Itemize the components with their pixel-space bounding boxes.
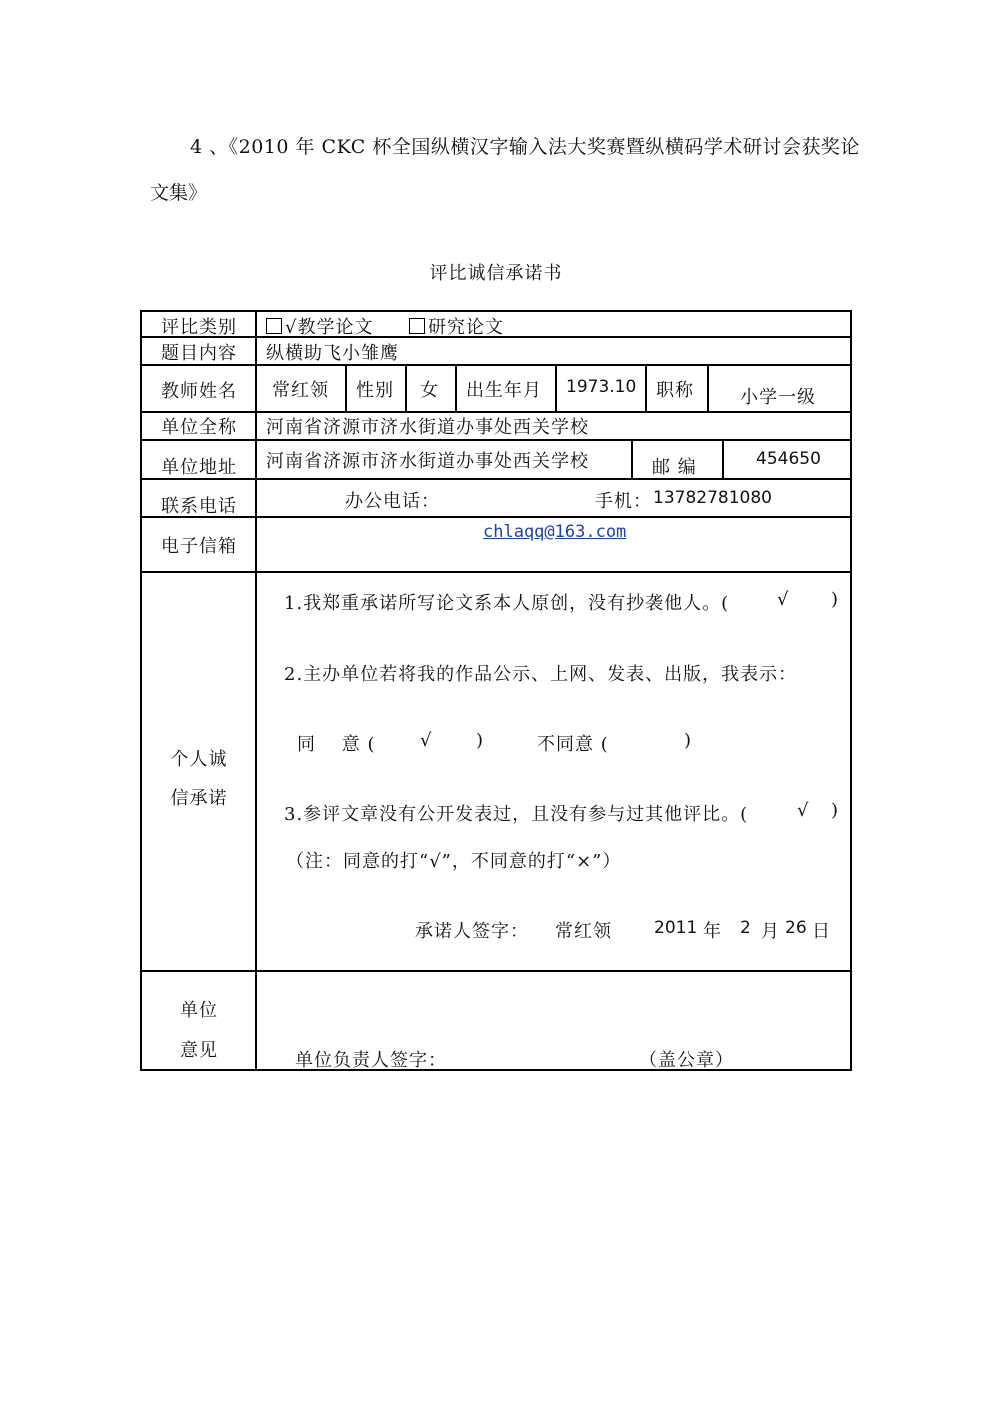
sign-year-unit: 年 — [703, 921, 722, 942]
cell-divider — [405, 364, 407, 411]
official-seal-label: （盖公章） — [639, 1050, 734, 1071]
zip-value: 454650 — [756, 449, 821, 469]
commitment-form-table — [140, 310, 852, 1071]
promise-item-1: 1.我郑重承诺所写论文系本人原创，没有抄袭他人。( — [284, 593, 730, 614]
job-title-label: 职称 — [656, 380, 694, 401]
cell-divider — [555, 364, 557, 411]
agree-close: ) — [476, 730, 485, 751]
promise-label-line-1: 个人诚 — [170, 749, 228, 770]
teaching-paper-check-mark: √ — [285, 317, 298, 338]
unit-address-value: 河南省济源市济水街道办事处西关学校 — [266, 451, 589, 472]
promise-label-line-2: 信承诺 — [170, 788, 228, 809]
promise-item-3: 3.参评文章没有公开发表过，且没有参与过其他评比。( — [284, 804, 749, 825]
row-divider — [142, 571, 850, 573]
teaching-paper-checkbox[interactable] — [266, 318, 282, 334]
cell-divider — [455, 364, 457, 411]
email-link[interactable]: chlaqq@163.com — [483, 522, 627, 542]
category-label: 评比类别 — [161, 317, 237, 338]
sign-day-unit: 日 — [812, 921, 831, 942]
topic-value: 纵横助飞小雏鹰 — [266, 343, 399, 364]
email-label: 电子信箱 — [161, 536, 237, 557]
unit-name-label: 单位全称 — [161, 417, 237, 438]
unit-head-sign-label: 单位负责人签字： — [295, 1050, 447, 1071]
sign-month: 2 — [740, 918, 751, 938]
office-phone-label: 办公电话： — [345, 491, 440, 512]
promise-item-3-mark: √ — [797, 800, 810, 821]
unit-opinion-label-line-1: 单位 — [180, 1000, 218, 1021]
teacher-name-value: 常红领 — [272, 380, 329, 401]
unit-opinion-label-line-2: 意见 — [180, 1040, 218, 1061]
promise-item-3-close: ) — [831, 800, 840, 821]
promise-item-1-mark: √ — [777, 589, 790, 610]
agree-mark: √ — [420, 730, 433, 751]
topic-label: 题目内容 — [161, 343, 237, 364]
cell-divider — [722, 439, 724, 478]
signer-label: 承诺人签字： — [415, 921, 529, 942]
birth-label: 出生年月 — [466, 380, 542, 401]
disagree-close: ) — [684, 730, 693, 751]
row-divider — [142, 970, 850, 972]
zip-label: 邮 编 — [652, 457, 697, 478]
cell-divider — [645, 364, 647, 411]
promise-item-2: 2.主办单位若将我的作品公示、上网、发表、出版，我表示： — [284, 664, 798, 685]
sign-month-unit: 月 — [761, 921, 780, 942]
row-divider — [142, 439, 850, 441]
cell-divider — [345, 364, 347, 411]
signer-name: 常红领 — [555, 921, 612, 942]
gender-label: 性别 — [356, 380, 394, 401]
teacher-name-label: 教师姓名 — [161, 381, 237, 402]
cell-divider — [707, 364, 709, 411]
cell-divider — [631, 439, 633, 478]
unit-address-label: 单位地址 — [161, 457, 237, 478]
disagree-option: 不同意 ( — [537, 734, 609, 755]
mobile-value: 13782781080 — [653, 488, 772, 508]
birth-value: 1973.10 — [566, 377, 637, 397]
intro-line-2: 文集》 — [150, 182, 208, 204]
research-paper-option: 研究论文 — [427, 317, 504, 338]
intro-line-1: 4 、《2010 年 CKC 杯全国纵横汉字输入法大奖赛暨纵横码学术研讨会获奖论 — [190, 136, 860, 158]
category-options — [266, 313, 504, 339]
sign-year: 2011 — [654, 918, 698, 938]
mobile-label: 手机： — [595, 491, 652, 512]
unit-name-value: 河南省济源市济水街道办事处西关学校 — [266, 417, 589, 438]
phone-label: 联系电话 — [161, 496, 237, 517]
research-paper-checkbox[interactable] — [409, 318, 425, 334]
agree-option: 同 意 ( — [297, 734, 376, 755]
sign-day: 26 — [785, 918, 807, 938]
job-title-value: 小学一级 — [740, 387, 816, 408]
document-title: 评比诚信承诺书 — [429, 263, 563, 284]
promise-note: （注：同意的打“√”，不同意的打“×”） — [286, 851, 622, 872]
teaching-paper-option: 教学论文 — [297, 317, 374, 338]
gender-value: 女 — [420, 380, 439, 401]
promise-item-1-close: ) — [831, 589, 840, 610]
